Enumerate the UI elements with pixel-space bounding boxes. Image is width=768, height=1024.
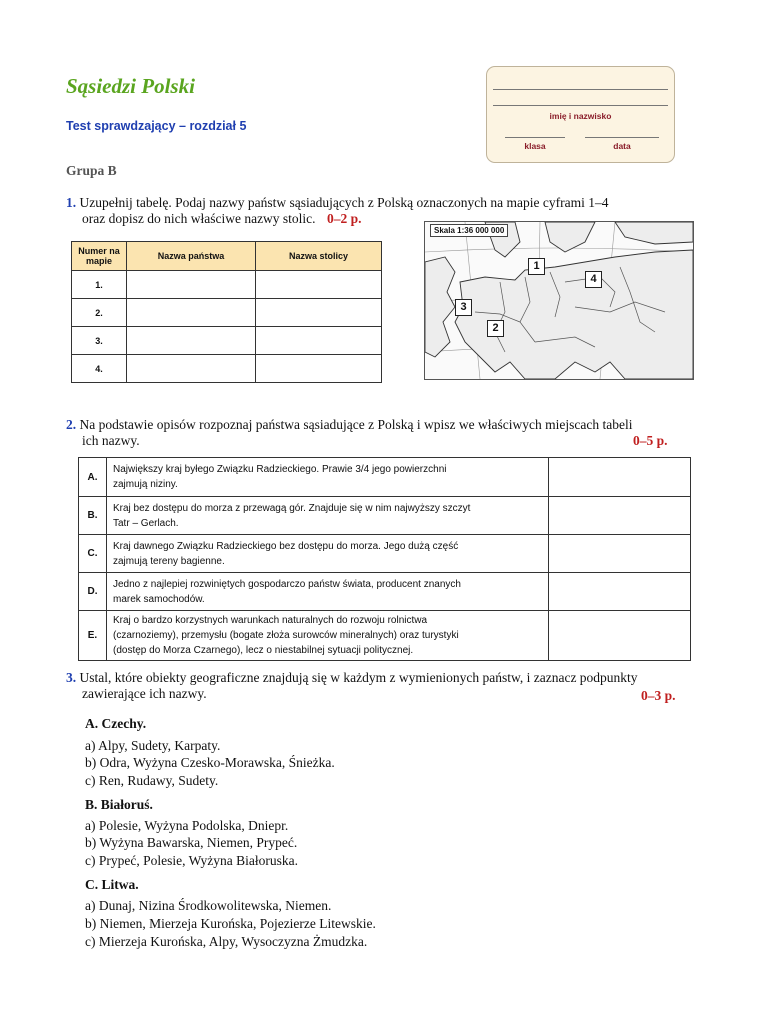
description-line: zajmują tereny bagienne. xyxy=(113,555,225,567)
table-row xyxy=(72,271,382,299)
name-line-1[interactable] xyxy=(493,89,668,90)
option-c-a[interactable]: a) Dunaj, Nizina Środkowolitewska, Niemen. xyxy=(85,898,332,913)
question-1-points: 0–2 p. xyxy=(326,211,362,226)
description-line: Kraj o bardzo korzystnych warunkach naturalnych do rozwoju rolnictwa xyxy=(113,615,428,626)
class-line[interactable] xyxy=(505,137,565,138)
question-1-line2 xyxy=(82,211,361,227)
row-description xyxy=(107,497,549,535)
row-number: 2. xyxy=(72,299,127,327)
date-label: data xyxy=(613,141,631,151)
table-row xyxy=(72,327,382,355)
class-label: klasa xyxy=(524,141,546,151)
student-info-card xyxy=(486,66,675,163)
capitals-table-header xyxy=(72,242,382,271)
question-2-number: 2. xyxy=(66,417,77,432)
map-marker-2: 2 xyxy=(487,320,504,337)
page-subtitle: Test sprawdzający – rozdział 5 xyxy=(66,119,247,133)
map-scale: Skala 1:36 000 000 xyxy=(430,224,508,237)
row-description xyxy=(107,573,549,611)
capital-answer-cell[interactable] xyxy=(256,299,382,327)
question-1-text-line1: Uzupełnij tabelę. Podaj nazwy państw sąsiadujących z Polską oznaczonych na mapie cyframi 1–4 xyxy=(79,195,609,210)
answer-cell[interactable] xyxy=(549,573,691,611)
row-description xyxy=(107,458,549,497)
table-row xyxy=(79,458,691,497)
country-answer-cell[interactable] xyxy=(127,327,256,355)
capital-answer-cell[interactable] xyxy=(256,271,382,299)
description-line: (dostęp do Morza Czarnego), lecz o niestabilnej sytuacji politycznej. xyxy=(113,645,414,656)
row-letter: E. xyxy=(79,611,107,661)
country-answer-cell[interactable] xyxy=(127,271,256,299)
table-row xyxy=(72,355,382,383)
description-line: Kraj dawnego Związku Radzieckiego bez dostępu do morza. Jego dużą część xyxy=(113,540,459,552)
map-marker-4: 4 xyxy=(585,271,602,288)
question-2-text-line1: Na podstawie opisów rozpoznaj państwa sąsiadujące z Polską i wpisz we właściwych miejscach tabeli xyxy=(79,417,633,432)
question-3-text-line2: zawierające ich nazwy. xyxy=(82,686,207,701)
name-line-2[interactable] xyxy=(493,105,668,106)
question-3-number: 3. xyxy=(66,670,77,685)
row-letter: C. xyxy=(79,535,107,573)
row-letter: B. xyxy=(79,497,107,535)
country-answer-cell[interactable] xyxy=(127,299,256,327)
description-line: Jedno z najlepiej rozwiniętych gospodarczo państw świata, producent znanych xyxy=(113,578,461,590)
row-description xyxy=(107,611,549,661)
section-c-heading: C. Litwa. xyxy=(85,877,139,892)
description-line: Największy kraj byłego Związku Radzieckiego. Prawie 3/4 jego powierzchni xyxy=(113,464,447,475)
description-line: (czarnoziemy), przemysłu (bogate złoża surowców mineralnych) oraz turystyki xyxy=(113,630,459,641)
answer-cell[interactable] xyxy=(549,611,691,661)
question-1-number: 1. xyxy=(66,195,77,210)
table-row xyxy=(79,497,691,535)
question-1-text-line2: oraz dopisz do nich właściwe nazwy stolic. xyxy=(82,211,316,226)
section-b-heading: B. Białoruś. xyxy=(85,797,153,812)
row-description xyxy=(107,535,549,573)
table-row xyxy=(72,299,382,327)
col-header-capital: Nazwa stolicy xyxy=(256,242,382,271)
country-answer-cell[interactable] xyxy=(127,355,256,383)
section-a-heading: A. Czechy. xyxy=(85,716,147,731)
question-3 xyxy=(66,670,638,686)
description-line: Tatr – Gerlach. xyxy=(113,517,179,529)
question-2-text-line2: ich nazwy. xyxy=(82,433,140,448)
table-row xyxy=(79,535,691,573)
option-b-c[interactable]: c) Prypeć, Polesie, Wyżyna Białoruska. xyxy=(85,853,299,868)
option-b-a[interactable]: a) Polesie, Wyżyna Podolska, Dniepr. xyxy=(85,818,289,833)
option-a-c[interactable]: c) Ren, Rudawy, Sudety. xyxy=(85,773,219,788)
question-2 xyxy=(66,417,632,433)
answer-cell[interactable] xyxy=(549,535,691,573)
question-1 xyxy=(66,195,608,211)
question-3-points: 0–3 p. xyxy=(641,688,676,703)
name-label: imię i nazwisko xyxy=(549,111,612,121)
map-marker-3: 3 xyxy=(455,299,472,316)
row-number: 4. xyxy=(72,355,127,383)
table-row xyxy=(79,611,691,661)
question-2-points: 0–5 p. xyxy=(633,433,668,448)
capitals-table xyxy=(71,241,382,383)
question-3-text-line1: Ustal, które obiekty geograficzne znajdują się w każdym z wymienionych państw, i zaznacz podpunkty xyxy=(79,670,638,685)
row-letter: A. xyxy=(79,458,107,497)
description-line: marek samochodów. xyxy=(113,593,205,605)
date-line[interactable] xyxy=(585,137,659,138)
group-label: Grupa B xyxy=(66,163,117,178)
row-number: 1. xyxy=(72,271,127,299)
answer-cell[interactable] xyxy=(549,497,691,535)
table-row xyxy=(79,573,691,611)
option-a-b[interactable]: b) Odra, Wyżyna Czesko-Morawska, Śnieżka. xyxy=(85,755,335,770)
option-b-b[interactable]: b) Wyżyna Bawarska, Niemen, Prypeć. xyxy=(85,835,298,850)
option-c-b[interactable]: b) Niemen, Mierzeja Kurońska, Pojezierze Litewskie. xyxy=(85,916,376,931)
col-header-country: Nazwa państwa xyxy=(127,242,256,271)
col-header-number: Numer na mapie xyxy=(72,242,127,271)
option-c-c[interactable]: c) Mierzeja Kurońska, Alpy, Wysoczyzna Żmudzka. xyxy=(85,934,368,949)
map-marker-1: 1 xyxy=(528,258,545,275)
answer-cell[interactable] xyxy=(549,458,691,497)
option-a-a[interactable]: a) Alpy, Sudety, Karpaty. xyxy=(85,738,221,753)
descriptions-table xyxy=(78,457,691,661)
page-title: Sąsiedzi Polski xyxy=(66,74,195,98)
row-number: 3. xyxy=(72,327,127,355)
row-letter: D. xyxy=(79,573,107,611)
capital-answer-cell[interactable] xyxy=(256,327,382,355)
description-line: Kraj bez dostępu do morza z przewagą gór. Znajduje się w nim najwyższy szczyt xyxy=(113,502,471,514)
description-line: zajmują niziny. xyxy=(113,479,178,490)
capital-answer-cell[interactable] xyxy=(256,355,382,383)
